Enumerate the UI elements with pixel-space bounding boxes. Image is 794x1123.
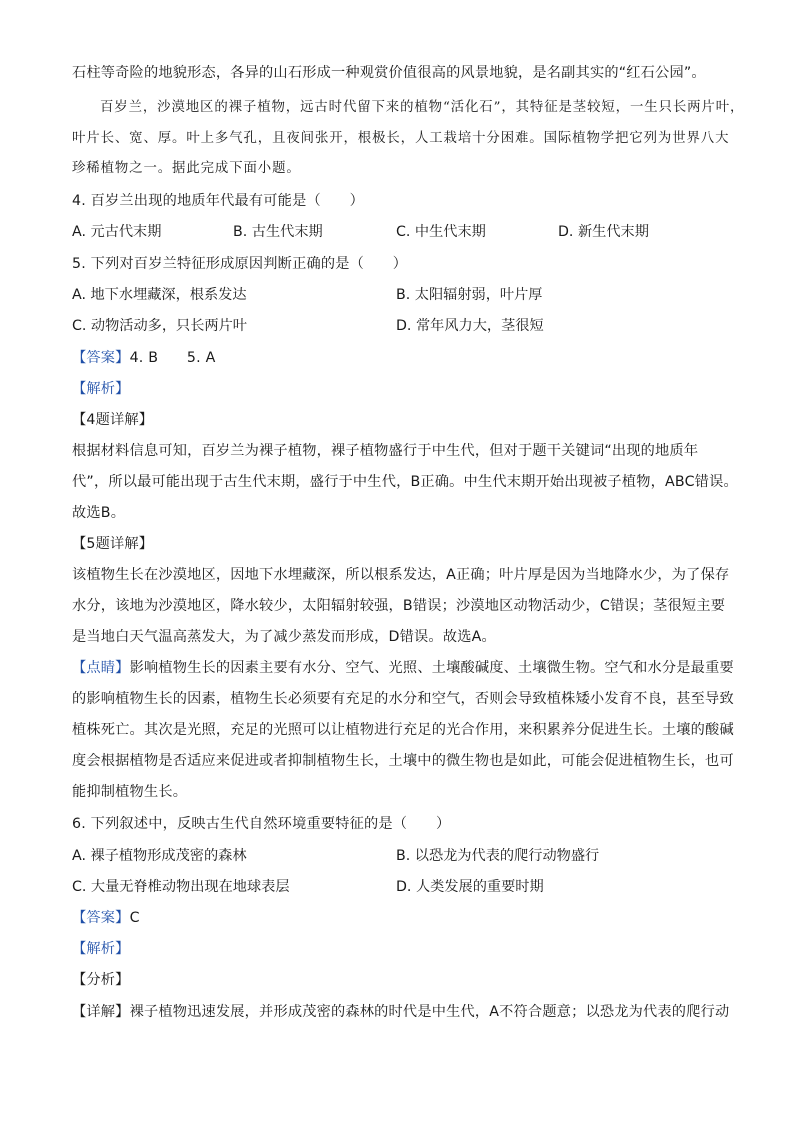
passage-line-2: 叶片长、宽、厚。叶上多气孔，且夜间张开，根极长，人工栽培十分困难。国际植物学把它列为世界八大 xyxy=(72,131,730,146)
fenxi-tag-6: 【分析】 xyxy=(72,972,130,988)
answer-tag: 【答案】 xyxy=(72,350,130,366)
answer-6-text: C xyxy=(129,910,140,926)
analysis-tag-4-5: 【解析】 xyxy=(72,381,130,397)
detail-4-line-2: 代”，所以最可能出现于古生代末期，盛行于中生代，B正确。中生代末期开始出现被子植物，ABC错误。 xyxy=(72,474,738,490)
dianjing-line-2: 的影响植物生长的因素，植物生长必须要有充足的水分和空气，否则会导致植株矮小发育不良，甚至导致 xyxy=(72,691,734,707)
answer-4-5 xyxy=(72,347,732,369)
q6-option-b: B. 以恐龙为代表的爬行动物盛行 xyxy=(396,848,600,864)
xiangjie-6 xyxy=(72,1001,732,1023)
answer-6 xyxy=(72,907,732,929)
dianjing-line-4: 度会根据植物是否适应来促进或者抑制植物生长，土壤中的微生物也是如此，可能会促进植物生长，也可 xyxy=(72,753,734,769)
dianjing-line-3: 植株死亡。其次是光照，充足的光照可以让植物进行充足的光合作用，来积累养分促进生长。土壤的酸碱 xyxy=(72,722,734,738)
detail-5-tag: 【5题详解】 xyxy=(72,536,154,552)
q6-option-a: A. 裸子植物形成茂密的森林 xyxy=(72,848,247,864)
detail-4-line-1: 根据材料信息可知，百岁兰为裸子植物，裸子植物盛行于中生代，但对于题干关键词“出现的地质年 xyxy=(72,443,699,459)
question-4-stem: 4. 百岁兰出现的地质年代最有可能是（ ） xyxy=(72,193,365,209)
answer-6-tag: 【答案】 xyxy=(72,910,130,926)
q4-option-a: A. 元古代末期 xyxy=(72,224,162,240)
passage-line-1: 百岁兰，沙漠地区的裸子植物，远古时代留下来的植物“活化石”，其特征是茎较短，一生只长两片叶， xyxy=(100,100,745,115)
xiangjie-6-text: 裸子植物迅速发展，并形成茂密的森林的时代是中生代，A不符合题意；以恐龙为代表的爬行动 xyxy=(129,1004,730,1020)
detail-5-line-1: 该植物生长在沙漠地区，因地下水埋藏深，所以根系发达，A正确；叶片厚是因为当地降水少，为了保存 xyxy=(72,567,730,583)
xiangjie-6-tag: 【详解】 xyxy=(72,1004,130,1020)
dianjing-line-1 xyxy=(72,657,732,679)
dianjing-text-1: 影响植物生长的因素主要有水分、空气、光照、土壤酸碱度、土壤微生物。空气和水分是最重要 xyxy=(129,660,734,676)
detail-4-line-3: 故选B。 xyxy=(72,505,126,521)
q5-option-d: D. 常年风力大，茎很短 xyxy=(396,318,544,334)
q4-option-d: D. 新生代末期 xyxy=(558,224,649,240)
q6-option-c: C. 大量无脊椎动物出现在地球表层 xyxy=(72,879,290,895)
q5-option-b: B. 太阳辐射弱，叶片厚 xyxy=(396,287,543,303)
analysis-tag-6: 【解析】 xyxy=(72,941,130,957)
detail-4-tag: 【4题详解】 xyxy=(72,412,154,428)
answer-text: 4. B 5. A xyxy=(129,350,216,366)
q6-option-d: D. 人类发展的重要时期 xyxy=(396,879,544,895)
question-6-stem: 6. 下列叙述中，反映古生代自然环境重要特征的是（ ） xyxy=(72,816,451,832)
dianjing-tag: 【点睛】 xyxy=(72,660,130,676)
detail-5-line-2: 水分，该地为沙漠地区，降水较少，太阳辐射较强，B错误；沙漠地区动物活动少，C错误；茎很短主要 xyxy=(72,598,726,614)
dianjing-line-5: 能抑制植物生长。 xyxy=(72,784,188,800)
q4-option-b: B. 古生代末期 xyxy=(233,224,323,240)
q4-option-c: C. 中生代末期 xyxy=(396,224,486,240)
intro-line: 石柱等奇险的地貌形态，各异的山石形成一种观赏价值很高的风景地貌，是名副其实的“红石公园”。 xyxy=(72,65,706,81)
q5-option-c: C. 动物活动多，只长两片叶 xyxy=(72,318,247,334)
question-5-stem: 5. 下列对百岁兰特征形成原因判断正确的是（ ） xyxy=(72,256,408,272)
q5-option-a: A. 地下水埋藏深，根系发达 xyxy=(72,287,247,303)
detail-5-line-3: 是当地白天气温高蒸发大，为了减少蒸发而形成，D错误。故选A。 xyxy=(72,629,496,645)
passage-line-3: 珍稀植物之一。据此完成下面小题。 xyxy=(72,161,301,176)
